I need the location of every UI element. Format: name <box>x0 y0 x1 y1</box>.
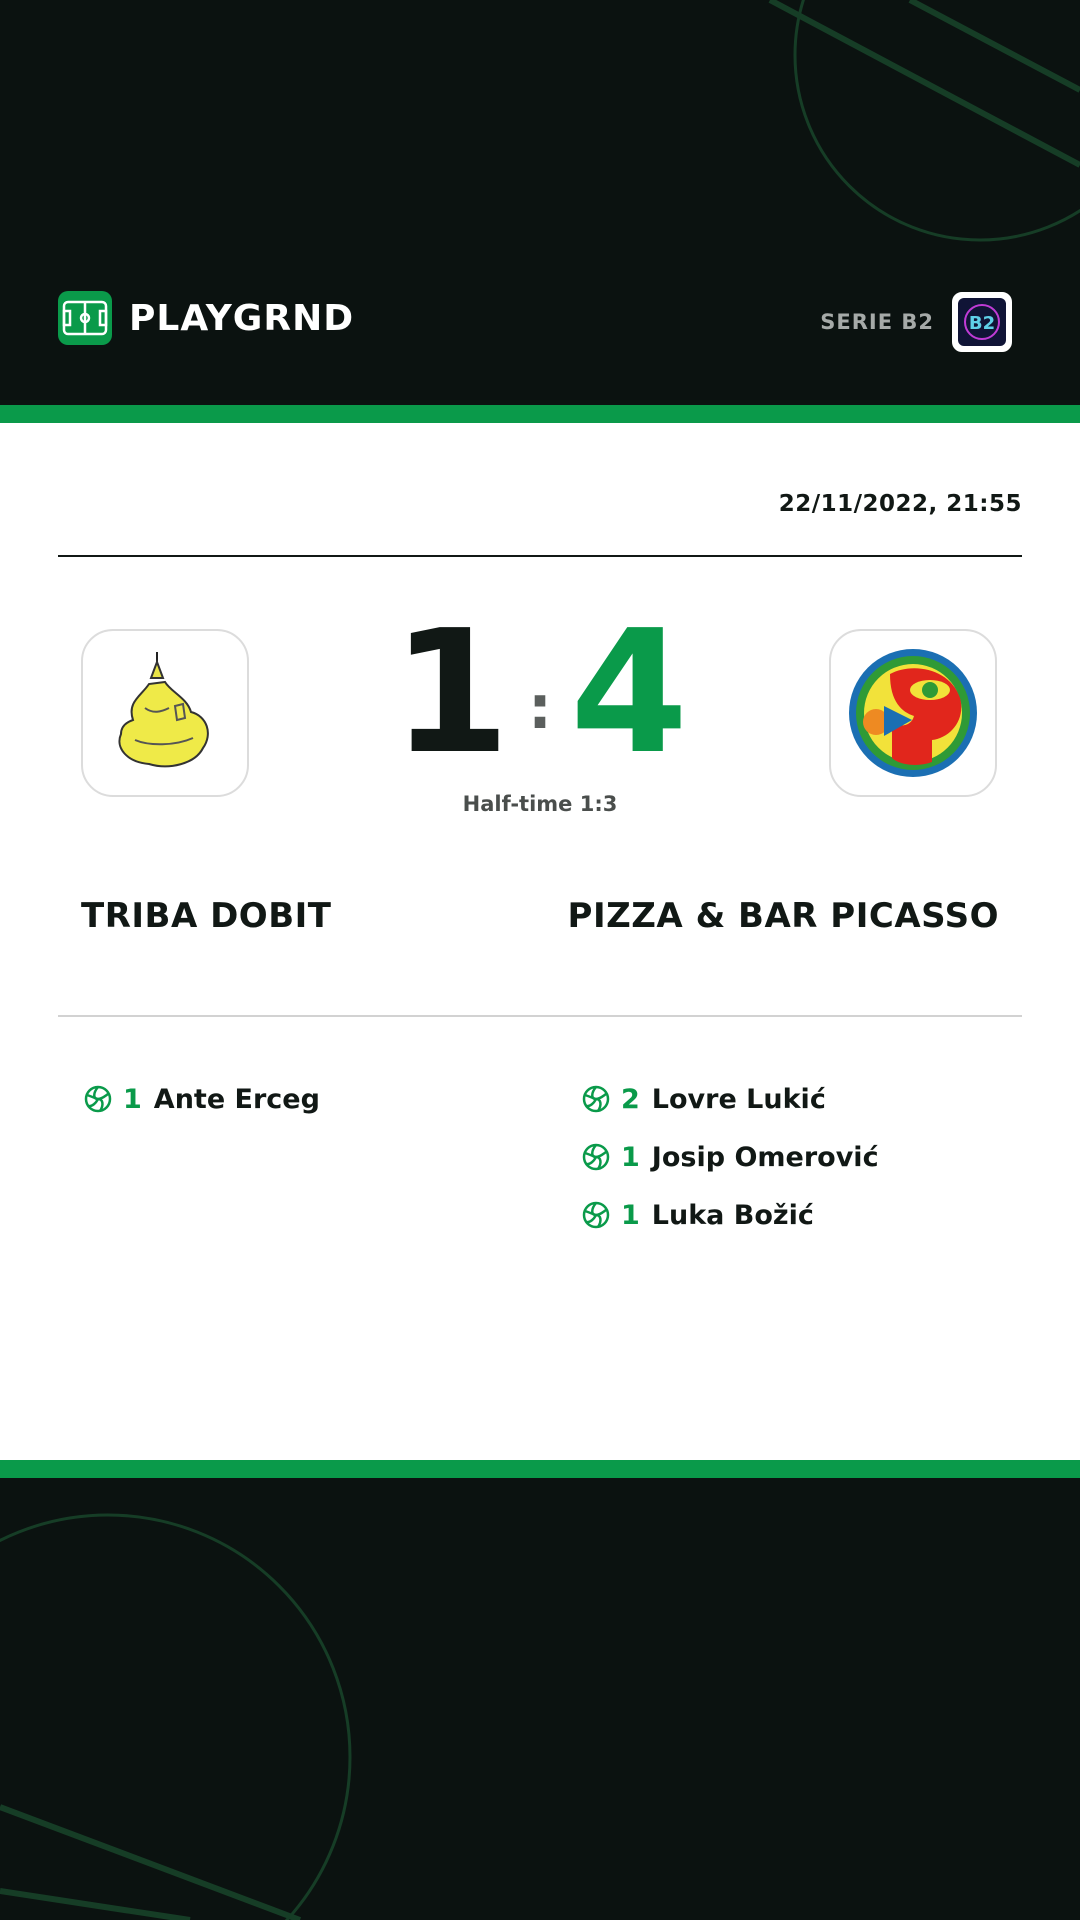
scorer-item <box>581 1070 879 1128</box>
ball-icon <box>83 1084 113 1114</box>
league-name: SERIE B2 <box>820 310 934 334</box>
match-datetime: 22/11/2022, 21:55 <box>778 491 1022 517</box>
player-name: Ante Erceg <box>153 1083 320 1115</box>
score <box>340 594 740 792</box>
goal-count: 1 <box>123 1083 142 1115</box>
away-scorers-list <box>581 1070 879 1244</box>
halftime-score: Half-time 1:3 <box>462 792 618 816</box>
home-scorers-list <box>83 1070 320 1128</box>
scorer-item <box>83 1070 320 1128</box>
goal-count: 1 <box>621 1141 640 1173</box>
goal-count: 1 <box>621 1199 640 1231</box>
goal-count: 2 <box>621 1083 640 1115</box>
ball-icon <box>581 1200 611 1230</box>
accent-band-top <box>0 405 1080 423</box>
match-card <box>0 423 1080 1460</box>
player-name: Lovre Lukić <box>651 1083 826 1115</box>
pitch-lines-decoration <box>0 1477 1080 1920</box>
league <box>820 292 1012 352</box>
ball-icon <box>581 1084 611 1114</box>
home-score: 1 <box>391 594 510 792</box>
player-name: Luka Božić <box>651 1199 814 1231</box>
league-badge-text: B2 <box>968 313 996 334</box>
home-team-logo <box>81 629 249 797</box>
accent-band-bottom <box>0 1460 1080 1478</box>
scorer-item <box>581 1128 879 1186</box>
home-team-name: TRIBA DOBIT <box>81 896 332 936</box>
away-team-logo <box>829 629 997 797</box>
pitch-icon <box>58 291 112 345</box>
brand <box>58 291 354 345</box>
away-score: 4 <box>570 594 689 792</box>
ball-icon <box>581 1142 611 1172</box>
away-team-name: PIZZA & BAR PICASSO <box>567 896 999 936</box>
divider <box>58 555 1022 557</box>
league-badge-icon <box>952 292 1012 352</box>
score-separator: : <box>528 673 552 743</box>
scorer-item <box>581 1186 879 1244</box>
divider <box>58 1015 1022 1017</box>
player-name: Josip Omerović <box>651 1141 879 1173</box>
brand-name: PLAYGRND <box>129 297 355 339</box>
header <box>0 0 1080 405</box>
